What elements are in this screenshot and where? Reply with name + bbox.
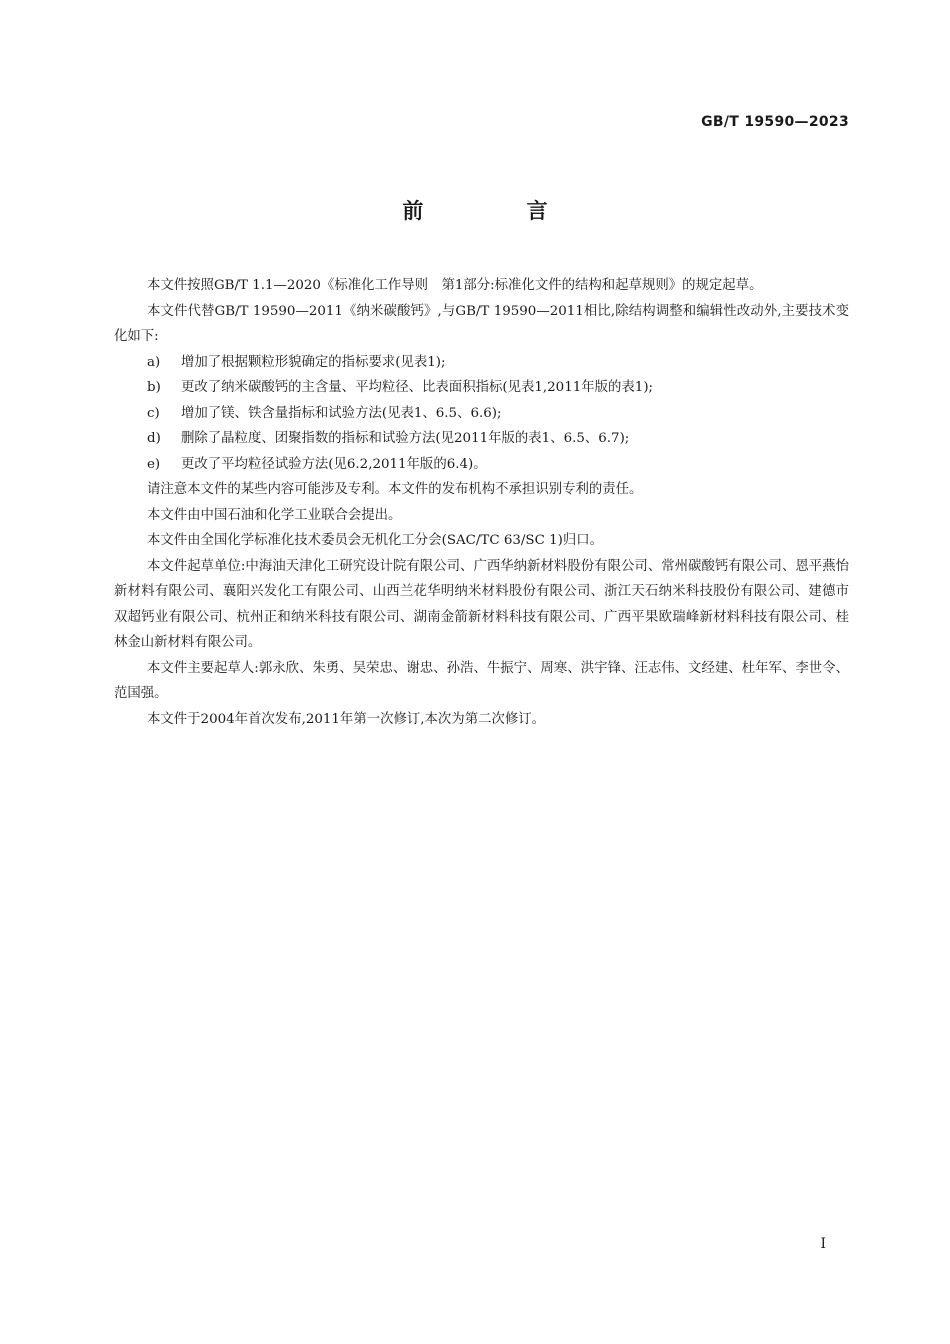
list-item-label: b) xyxy=(147,380,161,395)
list-item-text: 增加了镁、铁含量指标和试验方法(见表1、6.5、6.6); xyxy=(181,405,502,421)
paragraph-drafting-rules: 本文件按照GB/T 1.1—2020《标准化工作导则 第1部分:标准化文件的结构和起草规则》的规定起草。 xyxy=(147,278,763,293)
list-item-label: c) xyxy=(147,405,160,421)
list-item-text: 删除了晶粒度、团聚指数的指标和试验方法(见2011年版的表1、6.5、6.7); xyxy=(181,431,630,446)
list-item xyxy=(114,375,849,401)
paragraph-patent-notice: 请注意本文件的某些内容可能涉及专利。本文件的发布机构不承担识别专利的责任。 xyxy=(147,482,643,497)
list-item-label: a) xyxy=(147,354,161,370)
paragraph-proposed-by: 本文件由中国石油和化学工业联合会提出。 xyxy=(147,507,402,523)
paragraph-history: 本文件于2004年首次发布,2011年第一次修订,本次为第二次修订。 xyxy=(147,711,546,727)
list-item-text: 增加了根据颗粒形貌确定的指标要求(见表1); xyxy=(181,354,446,370)
paragraph-drafting-units: 本文件起草单位:中海油天津化工研究设计院有限公司、广西华纳新材料股份有限公司、常州碳酸钙有限公司、恩平燕怡新材料有限公司、襄阳兴发化工有限公司、山西兰花华明纳米材料股份有限公司、浙江天石纳米科技股份有限公司、建德市双超钙业有限公司、杭州正和纳米科技有限公司、湖南金箭新材料科技有限公司、广西平果欧瑞峰新材料科技有限公司、桂林金山新材料有限公司。 xyxy=(114,558,849,650)
list-item xyxy=(114,401,849,427)
list-item-label: e) xyxy=(147,456,161,472)
standard-code: GB/T 19590—2023 xyxy=(701,114,849,130)
list-item xyxy=(114,350,849,376)
list-item-label: d) xyxy=(147,431,161,446)
document-body xyxy=(114,273,849,732)
list-item-text: 更改了纳米碳酸钙的主含量、平均粒径、比表面积指标(见表1,2011年版的表1); xyxy=(181,380,654,395)
list-item xyxy=(114,452,849,478)
page-number: I xyxy=(820,1236,826,1252)
paragraph-drafters: 本文件主要起草人:郭永欣、朱勇、吴荣忠、谢忠、孙浩、牛振宁、周寒、洪宇锋、汪志伟、文经建、杜年军、李世令、范国强。 xyxy=(114,660,849,701)
page-title: 前 言 xyxy=(402,199,596,223)
list-item-text: 更改了平均粒径试验方法(见6.2,2011年版的6.4)。 xyxy=(181,456,487,472)
list-item xyxy=(114,426,849,452)
paragraph-technical-committee: 本文件由全国化学标准化技术委员会无机化工分会(SAC/TC 63/SC 1)归口。 xyxy=(147,533,603,548)
paragraph-replaces: 本文件代替GB/T 19590—2011《纳米碳酸钙》,与GB/T 19590—2011相比,除结构调整和编辑性改动外,主要技术变化如下: xyxy=(114,303,849,344)
